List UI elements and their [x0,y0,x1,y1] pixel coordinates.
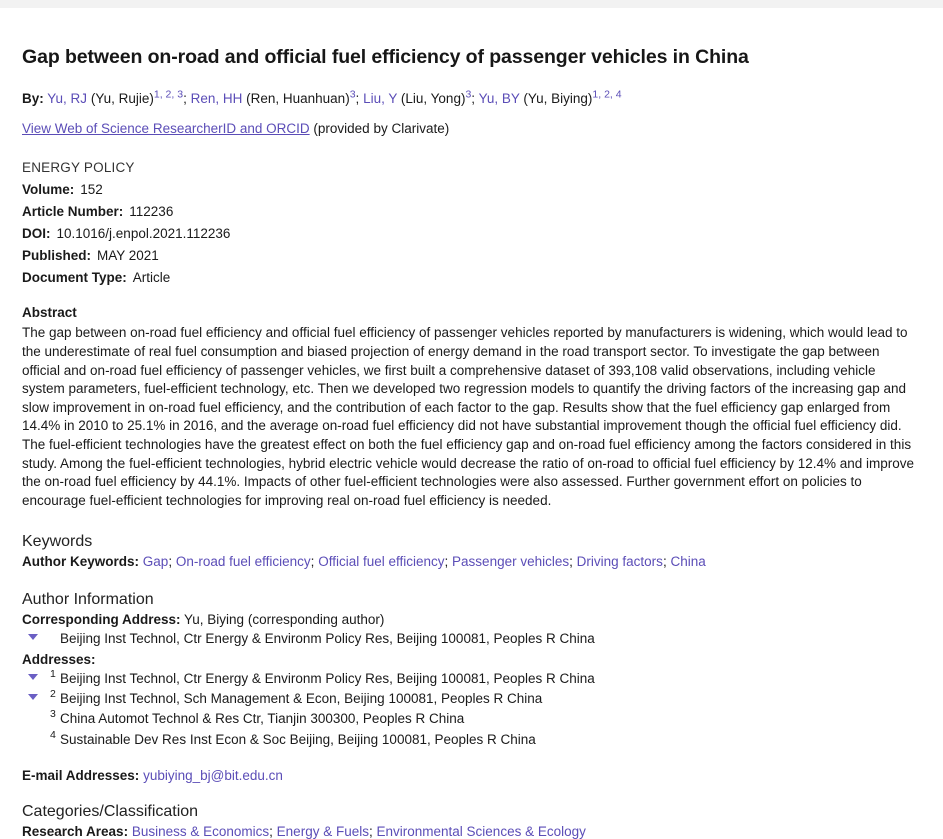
author-link-2[interactable]: Ren, HH [190,91,243,106]
chevron-down-icon[interactable] [28,634,38,640]
email-addresses-label: E-mail Addresses: [22,767,140,783]
meta-volume [22,182,921,197]
address-text-1: Beijing Inst Technol, Ctr Energy & Environm Policy Res, Beijing 100081, Peoples R China [60,670,595,686]
research-areas-row: Research Areas: Business & Economics; Energy & Fuels; Environmental Sciences & Ecology [22,823,586,839]
researcher-id-suffix: (provided by Clarivate) [313,121,450,137]
author-full-2: (Ren, Huanhuan) [246,91,350,106]
research-area-link-1[interactable]: Business & Economics [131,823,270,839]
chevron-down-icon[interactable] [28,674,38,680]
author-link-1[interactable]: Yu, RJ [47,91,88,106]
author-sep-3: ; [471,91,476,106]
corresponding-address-value: Yu, Biying (corresponding author) [184,611,385,627]
research-area-link-3[interactable]: Environmental Sciences & Ecology [376,823,586,839]
author-full-1: (Yu, Rujie) [90,91,154,106]
address-text-4: Sustainable Dev Res Inst Econ & Soc Beijing, Beijing 100081, Peoples R China [60,731,536,747]
address-number-2: 2 [50,688,56,700]
meta-doi-value: 10.1016/j.enpol.2021.112236 [56,226,231,242]
keyword-link-1[interactable]: Gap [142,553,169,569]
author-keywords-label: Author Keywords: [22,553,140,569]
abstract-heading: Abstract [22,305,77,321]
meta-published-label: Published: [22,248,92,264]
meta-doi-label: DOI: [22,226,51,242]
meta-article-number-value: 112236 [129,204,174,220]
keyword-link-2[interactable]: On-road fuel efficiency [175,553,311,569]
address-number-4: 4 [50,728,56,741]
address-number-3: 3 [50,708,56,721]
addresses-list [22,669,921,750]
author-affil-4: 1, 2, 4 [592,88,622,101]
chevron-down-icon[interactable] [28,694,38,700]
keyword-link-4[interactable]: Passenger vehicles [452,553,570,569]
author-sep-2: ; [355,91,360,106]
meta-volume-label: Volume: [22,182,75,198]
address-item-1[interactable] [22,669,921,689]
meta-published-value: MAY 2021 [97,248,159,264]
keywords-heading: Keywords [22,532,93,550]
meta-volume-value: 152 [80,182,103,198]
address-item-2[interactable] [22,689,921,709]
author-sep-1: ; [183,91,187,106]
email-addresses-row [22,768,921,783]
by-label: By: [22,91,44,106]
address-text-2: Beijing Inst Technol, Sch Management & Econ, Beijing 100081, Peoples R China [60,691,543,706]
author-keywords-row: Author Keywords: Gap; On-road fuel efficiency; Official fuel efficiency; Passenger vehicles; Driving factors; China [22,553,706,569]
researcher-id-link[interactable]: View Web of Science ResearcherID and ORCID [22,121,310,137]
meta-document-type [22,270,921,285]
keyword-link-5[interactable]: Driving factors [576,553,663,569]
byline [22,89,921,109]
meta-doi [22,226,921,241]
address-number-1: 1 [50,667,56,680]
research-areas-label: Research Areas: [22,823,129,839]
author-full-4: (Yu, Biying) [523,91,593,106]
journal-name: ENERGY POLICY [22,160,135,176]
addresses-label: Addresses: [22,651,96,667]
abstract-text: The gap between on-road fuel efficiency and official fuel efficiency of passenger vehicles reported by manufacturers is widening, which would lead to the underestimate of real fuel consumption and biased projection of energy demand in the road transport sector. To investigate the gap between official and on-road fuel efficiency of passenger vehicles, we first built a comprehensive dataset of 393,108 valid observations, including vehicle system parameters, fuel-efficient technology, etc. Then we developed two regression models to quantify the driving factors of the increasing gap and slow improvement in on-road fuel efficiency, and the contribution of each factor to the gap. Results show that the fuel efficiency gap enlarged from 14.4% in 2010 to 25.1% in 2016, and the average on-road fuel efficiency did not have substantial improvement though the official fuel efficiency did. The fuel-efficient technologies have the greatest effect on both the fuel efficiency gap and on-road fuel efficiency among the factors considered in this study. Among the fuel-efficient technologies, hybrid electric vehicle would decrease the ratio of on-road to official fuel efficiency by 12.4% and improve the on-road fuel efficiency by 44.1%. Impacts of other fuel-efficient technologies were also assessed. Further government effort on policies to encourage fuel-efficient technologies for improving real on-road fuel efficiency is needed. [22,325,915,508]
author-affil-2: 3 [349,88,356,101]
meta-article-number-label: Article Number: [22,204,124,220]
corresponding-address-label: Corresponding Address: [22,611,181,627]
page-title: Gap between on-road and official fuel efficiency of passenger vehicles in China [22,46,749,68]
research-area-link-2[interactable]: Energy & Fuels [276,823,369,839]
categories-heading: Categories/Classification [22,802,199,820]
author-affil-1: 1, 2, 3 [153,88,184,101]
meta-published [22,248,921,263]
addresses-label-row [22,652,921,667]
keyword-link-3[interactable]: Official fuel efficiency [318,553,445,569]
researcher-id-line [22,121,921,136]
author-full-3: (Liu, Yong) [400,91,466,106]
address-text-3: China Automot Technol & Res Ctr, Tianjin 300300, Peoples R China [60,711,465,727]
corresponding-address-line[interactable] [22,629,921,649]
meta-document-type-label: Document Type: [22,270,127,286]
address-item-3 [22,709,921,729]
address-item-4 [22,730,921,750]
record-page [0,8,943,839]
author-link-4[interactable]: Yu, BY [478,91,520,106]
keyword-link-6[interactable]: China [670,553,706,569]
meta-document-type-value: Article [132,270,171,286]
email-link[interactable]: yubiying_bj@bit.edu.cn [143,767,283,783]
author-affil-3: 3 [465,88,472,101]
corresponding-address-row [22,612,921,627]
corresponding-address-block [22,629,921,649]
meta-article-number [22,204,921,219]
author-link-3[interactable]: Liu, Y [363,91,398,106]
corresponding-address-text: Beijing Inst Technol, Ctr Energy & Environm Policy Res, Beijing 100081, Peoples R China [60,630,595,646]
author-information-heading: Author Information [22,590,154,608]
